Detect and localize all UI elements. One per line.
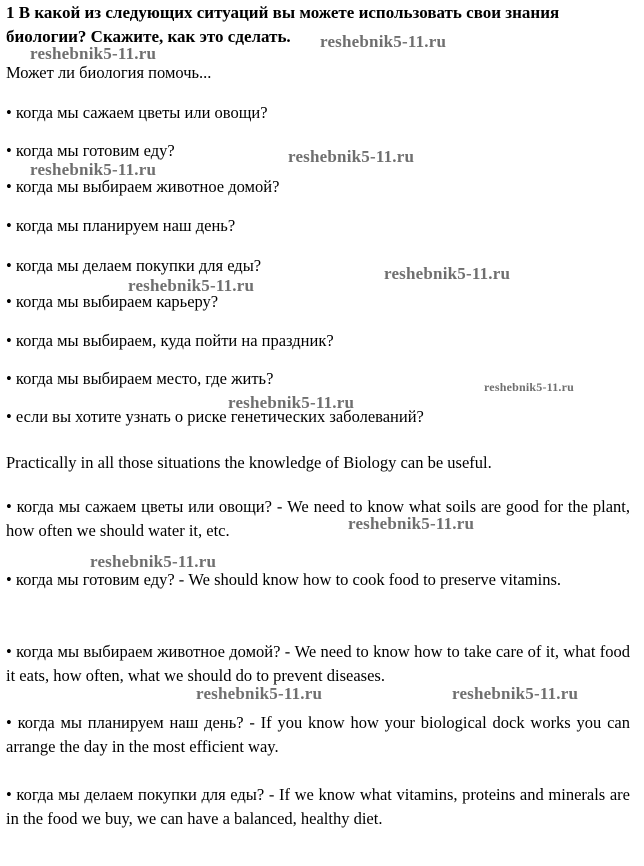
- watermark: reshebnik5-11.ru: [90, 552, 217, 571]
- answer-item: • когда мы планируем наш день? - If you know how your biological dock works you can arrange the day in the most efficient way.: [6, 713, 630, 756]
- watermark: reshebnik5-11.ru: [348, 514, 475, 533]
- question-item: • когда мы выбираем, куда пойти на праздник?: [6, 331, 334, 350]
- question-item: • когда мы сажаем цветы или овощи?: [6, 103, 268, 122]
- watermark: reshebnik5-11.ru: [30, 44, 157, 63]
- task-title-line-2: биологии? Скажите, как это сделать.: [6, 27, 291, 46]
- watermark: reshebnik5-11.ru: [320, 32, 447, 51]
- watermark: reshebnik5-11.ru: [228, 393, 355, 412]
- question-item: • когда мы выбираем место, где жить?: [6, 369, 274, 388]
- watermark: reshebnik5-11.ru: [30, 160, 157, 179]
- answer-item: • когда мы готовим еду? - We should know how to cook food to preserve vitamins.: [6, 570, 562, 589]
- watermark: reshebnik5-11.ru: [196, 684, 323, 703]
- answer-item: • когда мы выбираем животное домой? - We need to know how to take care of it, what food it eats, how often, what we should do to prevent diseases.: [6, 642, 630, 685]
- watermark: reshebnik5-11.ru: [452, 684, 579, 703]
- intro-text: Может ли биология помочь...: [6, 63, 212, 82]
- question-item: • когда мы делаем покупки для еды?: [6, 256, 262, 275]
- answer-item: • когда мы делаем покупки для еды? - If we know what vitamins, proteins and minerals are in the food we buy, we can have a balanced, healthy diet.: [6, 785, 630, 828]
- task-title-line-1: 1 В какой из следующих ситуаций вы можете использовать свои знания: [6, 3, 560, 22]
- question-item: • когда мы планируем наш день?: [6, 216, 236, 235]
- watermark: reshebnik5-11.ru: [484, 380, 574, 394]
- watermark: reshebnik5-11.ru: [384, 264, 511, 283]
- answer-item: • когда мы сажаем цветы или овощи? - We need to know what soils are good for the plant, how often we should water it, etc.: [6, 497, 630, 540]
- watermark: reshebnik5-11.ru: [128, 276, 255, 295]
- question-item: • когда мы готовим еду?: [6, 141, 175, 160]
- watermark: reshebnik5-11.ru: [288, 147, 415, 166]
- summary-text: Practically in all those situations the knowledge of Biology can be useful.: [6, 453, 492, 472]
- question-item: • когда мы выбираем животное домой?: [6, 177, 280, 196]
- question-item: • когда мы выбираем карьеру?: [6, 292, 219, 311]
- question-item: • если вы хотите узнать о риске генетических заболеваний?: [6, 407, 424, 426]
